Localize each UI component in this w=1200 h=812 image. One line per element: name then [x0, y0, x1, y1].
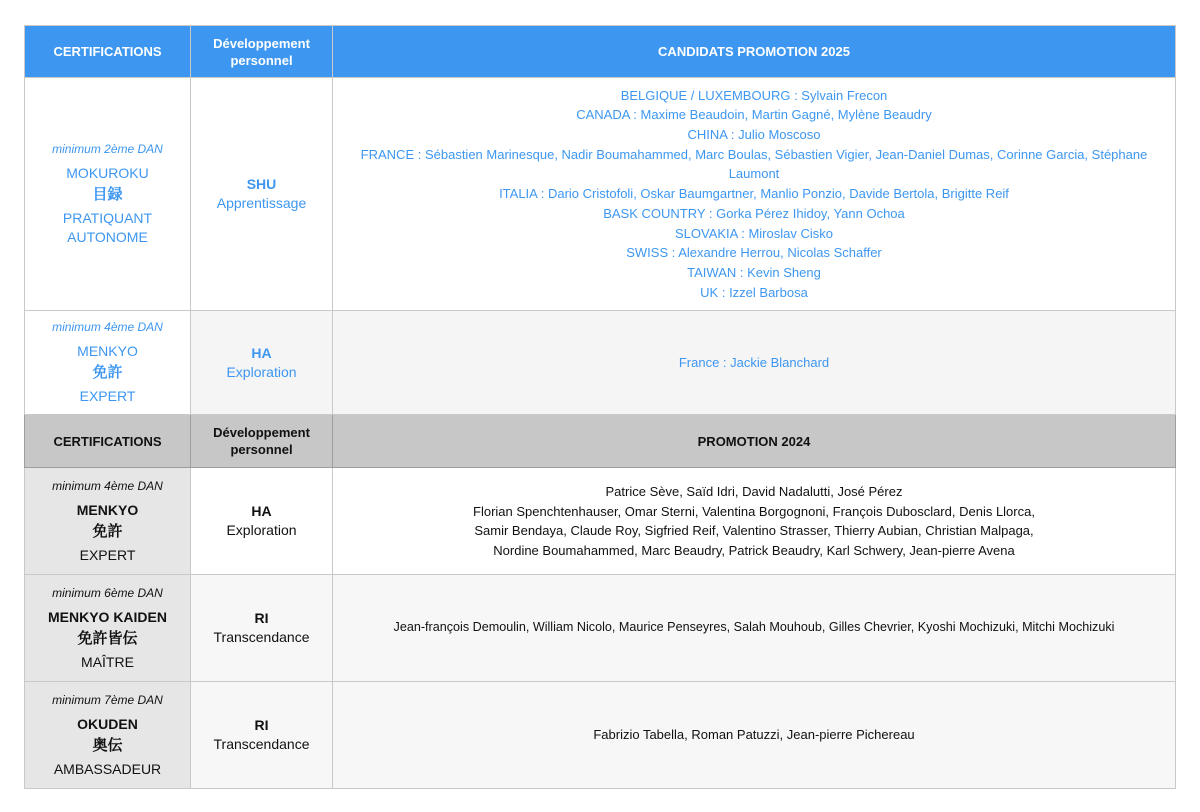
- minimum-dan: minimum 4ème DAN: [52, 320, 163, 334]
- candidate-line: UK : Izzel Barbosa: [700, 284, 808, 300]
- development-code: RI: [254, 717, 269, 733]
- graduate-line: Nordine Boumahammed, Marc Beaudry, Patrick Beaudry, Karl Schwery, Jean-pierre Avena: [493, 542, 1015, 558]
- candidate-line: SLOVAKIA : Miroslav Cisko: [675, 225, 833, 241]
- candidate-line: BELGIQUE / LUXEMBOURG : Sylvain Frecon: [620, 87, 888, 103]
- rank-level: EXPERT: [79, 546, 136, 563]
- certification-cell: [25, 78, 191, 311]
- development-cell: [191, 682, 333, 789]
- candidates-cell: [333, 311, 1176, 415]
- header-certifications: CERTIFICATIONS: [25, 415, 191, 468]
- graduate-line: Florian Spenchtenhauser, Omar Sterni, Valentina Borgognoni, François Dubosclard, Denis Llorca,: [473, 503, 1035, 519]
- graduates-cell: [333, 575, 1176, 682]
- certification-cell: [25, 468, 191, 575]
- rank-name: MENKYO: [77, 343, 138, 359]
- candidate-line: CANADA : Maxime Beaudoin, Martin Gagné, Mylène Beaudry: [576, 107, 932, 123]
- certification-table: [24, 25, 1176, 789]
- rank-kanji: 免許: [92, 363, 123, 381]
- rank-kanji: 奥伝: [92, 735, 123, 754]
- promo-2025-row-mokuroku: [25, 78, 1176, 311]
- promo-2024-header-row: [25, 415, 1176, 468]
- candidate-line: France : Jackie Blanchard: [678, 354, 830, 370]
- minimum-dan: minimum 7ème DAN: [52, 692, 163, 707]
- certification-cell: [25, 682, 191, 789]
- candidates-cell: [333, 78, 1176, 311]
- rank-level: AMBASSADEUR: [53, 760, 162, 777]
- header-development: Développement personnel: [191, 415, 333, 468]
- promo-2025-header-row: [25, 26, 1176, 78]
- candidate-line: TAIWAN : Kevin Sheng: [687, 264, 821, 280]
- rank-name: MENKYO: [76, 501, 139, 518]
- rank-kanji: 免許: [92, 521, 123, 540]
- rank-level: MAÎTRE: [81, 653, 134, 670]
- development-cell: [191, 575, 333, 682]
- minimum-dan: minimum 6ème DAN: [52, 585, 163, 600]
- development-code: RI: [254, 610, 269, 626]
- rank-kanji: 免許皆伝: [77, 628, 138, 647]
- header-development: Développement personnel: [191, 26, 333, 78]
- candidate-line: SWISS : Alexandre Herrou, Nicolas Schaffer: [626, 245, 882, 261]
- header-promotion-2024: PROMOTION 2024: [333, 415, 1176, 468]
- candidate-line: FRANCE : Sébastien Marinesque, Nadir Boumahammed, Marc Boulas, Sébastien Vigier, Jean-Daniel Dumas, Corinne Garcia, Stéphane Laumont: [360, 146, 1148, 182]
- graduate-line: Fabrizio Tabella, Roman Patuzzi, Jean-pierre Pichereau: [593, 727, 915, 743]
- development-cell: [191, 468, 333, 575]
- candidate-line: ITALIA : Dario Cristofoli, Oskar Baumgartner, Manlio Ponzio, Davide Bertola, Brigitte Reif: [499, 186, 1009, 202]
- development-name: Transcendance: [213, 736, 310, 752]
- development-code: SHU: [246, 176, 277, 192]
- graduate-line: Jean-françois Demoulin, William Nicolo, Maurice Penseyres, Salah Mouhoub, Gilles Chevrier, Kyoshi Mochizuki, Mitchi Mochizuki: [393, 620, 1115, 635]
- header-candidates-2025: CANDIDATS PROMOTION 2025: [333, 26, 1176, 78]
- certification-cell: [25, 311, 191, 415]
- minimum-dan: minimum 4ème DAN: [52, 478, 163, 493]
- development-name: Apprentissage: [216, 195, 307, 211]
- candidate-line: BASK COUNTRY : Gorka Pérez Ihidoy, Yann Ochoa: [603, 205, 905, 221]
- development-code: HA: [251, 344, 272, 361]
- rank-kanji: 目録: [92, 185, 123, 203]
- promo-2025-row-menkyo: [25, 311, 1176, 415]
- rank-name: OKUDEN: [77, 715, 138, 732]
- promo-2024-row-okuden: [25, 682, 1176, 789]
- development-name: Transcendance: [213, 629, 310, 645]
- development-code: HA: [251, 503, 272, 519]
- promo-2024-row-menkyo: [25, 468, 1176, 575]
- minimum-dan: minimum 2ème DAN: [52, 142, 163, 156]
- development-cell: [191, 311, 333, 415]
- candidate-line: CHINA : Julio Moscoso: [687, 127, 821, 143]
- rank-name: MENKYO KAIDEN: [47, 608, 167, 625]
- certification-cell: [25, 575, 191, 682]
- rank-level: EXPERT: [79, 388, 136, 404]
- development-name: Exploration: [226, 522, 297, 538]
- graduate-line: Samir Bendaya, Claude Roy, Sigfried Reif, Valentino Strasser, Thierry Aubian, Christian Malpaga,: [474, 523, 1034, 538]
- header-certifications: CERTIFICATIONS: [25, 26, 191, 78]
- graduate-line: Patrice Sève, Saïd Idri, David Nadalutti, José Pérez: [605, 484, 903, 499]
- rank-name: MOKUROKU: [66, 165, 149, 181]
- graduates-cell: [333, 682, 1176, 789]
- development-name: Exploration: [226, 363, 297, 380]
- development-cell: [191, 78, 333, 311]
- promo-2024-row-menkyo-kaiden: [25, 575, 1176, 682]
- graduates-cell: [333, 468, 1176, 575]
- rank-level: PRATIQUANT AUTONOME: [62, 210, 153, 245]
